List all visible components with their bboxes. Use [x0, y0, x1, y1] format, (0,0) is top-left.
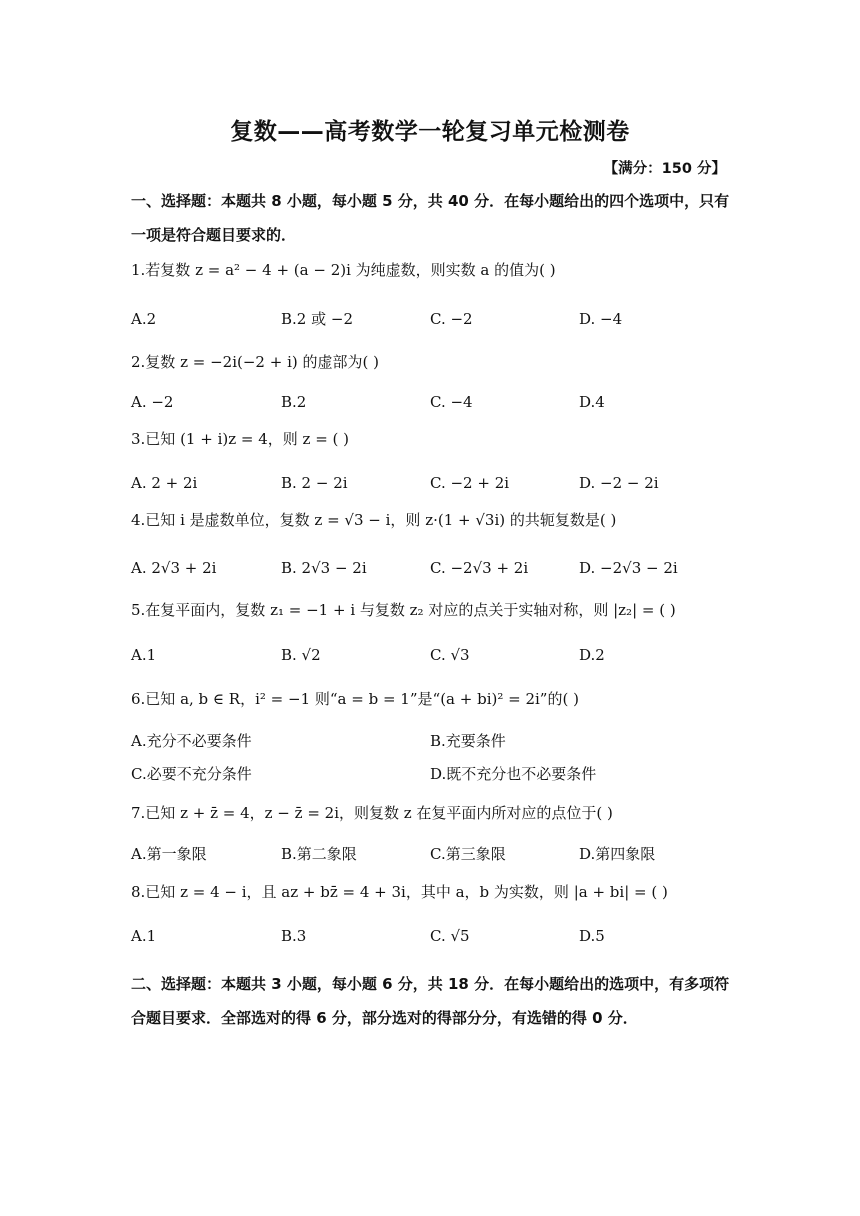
- option-c: C. √5: [430, 927, 470, 945]
- option-b: B.第二象限: [281, 845, 357, 863]
- option-b: B.充要条件: [430, 732, 506, 750]
- question-1-options: [131, 307, 731, 331]
- option-d: D. −2√3 − 2i: [579, 559, 678, 577]
- option-d: D.4: [579, 393, 605, 411]
- question-5: 5.在复平面内，复数 z₁ = −1 + i 与复数 z₂ 对应的点关于实轴对称，则 |z₂| = ( ): [131, 601, 676, 619]
- option-a: A. 2 + 2i: [131, 474, 198, 492]
- option-c: C. √3: [430, 646, 470, 664]
- question-4: 4.已知 i 是虚数单位，复数 z = √3 − i，则 z·(1 + √3i) 的共轭复数是( ): [131, 511, 617, 529]
- option-a: A.2: [131, 310, 157, 328]
- question-6: 6.已知 a, b ∈ R，i² = −1 则“a = b = 1”是“(a + bi)² = 2i”的( ): [131, 690, 579, 708]
- option-c: C. −2: [430, 310, 473, 328]
- option-b: B.2 或 −2: [281, 310, 353, 328]
- option-a: A.1: [131, 646, 157, 664]
- option-c: C.第三象限: [430, 845, 506, 863]
- question-3-options: [131, 471, 731, 495]
- question-8: 8.已知 z = 4 − i，且 az + bz̄ = 4 + 3i，其中 a，b 为实数，则 |a + bi| = ( ): [131, 883, 668, 901]
- section-1-heading: 一、选择题：本题共 8 小题，每小题 5 分，共 40 分．在每小题给出的四个选项中，只有一项是符合题目要求的．: [131, 192, 730, 244]
- option-a: A. 2√3 + 2i: [131, 559, 217, 577]
- question-6-options-row-1: [131, 729, 731, 753]
- option-d: D.第四象限: [579, 845, 656, 863]
- question-2: 2.复数 z = −2i(−2 + i) 的虚部为( ): [131, 353, 379, 371]
- question-7: 7.已知 z + z̄ = 4，z − z̄ = 2i，则复数 z 在复平面内所对应的点位于( ): [131, 804, 613, 822]
- option-b: B.3: [281, 927, 307, 945]
- question-3: 3.已知 (1 + i)z = 4，则 z = ( ): [131, 430, 350, 448]
- question-5-options: [131, 643, 731, 667]
- option-a: A.充分不必要条件: [131, 732, 252, 750]
- option-d: D. −2 − 2i: [579, 474, 659, 492]
- option-d: D.既不充分也不必要条件: [430, 765, 597, 783]
- option-c: C. −2√3 + 2i: [430, 559, 529, 577]
- option-b: B.2: [281, 393, 307, 411]
- option-b: B. 2 − 2i: [281, 474, 348, 492]
- option-d: D. −4: [579, 310, 623, 328]
- option-d: D.2: [579, 646, 605, 664]
- option-a: A.1: [131, 927, 157, 945]
- option-a: A.第一象限: [131, 845, 207, 863]
- question-6-options-row-2: [131, 762, 731, 786]
- option-c: C.必要不充分条件: [131, 765, 252, 783]
- question-2-options: [131, 390, 731, 414]
- section-2-heading: 二、选择题：本题共 3 小题，每小题 6 分，共 18 分．在每小题给出的选项中，有多项符合题目要求．全部选对的得 6 分，部分选对的得部分分，有选错的得 0 分．: [131, 975, 730, 1027]
- full-score-label: 【满分：150 分】: [603, 161, 726, 177]
- option-a: A. −2: [131, 393, 174, 411]
- question-4-options: [131, 556, 731, 580]
- question-8-options: [131, 924, 731, 948]
- question-1: 1.若复数 z = a² − 4 + (a − 2)i 为纯虚数，则实数 a 的值为( ): [131, 261, 556, 279]
- option-b: B. 2√3 − 2i: [281, 559, 367, 577]
- option-c: C. −2 + 2i: [430, 474, 510, 492]
- question-7-options: [131, 842, 731, 866]
- option-c: C. −4: [430, 393, 473, 411]
- option-b: B. √2: [281, 646, 321, 664]
- option-d: D.5: [579, 927, 605, 945]
- page-title: 复数——高考数学一轮复习单元检测卷: [230, 119, 630, 145]
